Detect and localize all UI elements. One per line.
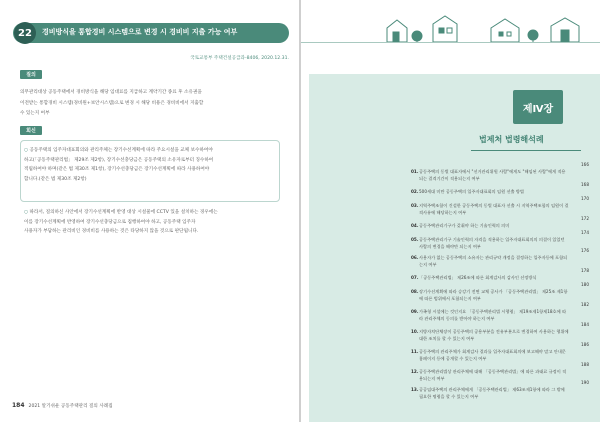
page-number: 184 <box>12 402 25 409</box>
footer-title: 2021 알기쉬운 공동주택관리 질의 사례집 <box>28 404 113 409</box>
page-footer <box>12 402 113 409</box>
section-title: 법제처 법령해석례 <box>479 135 544 144</box>
question-title: 경비방식을 통합경비 시스템으로 변경 시 경비비 지출 가능 여부 <box>42 28 238 36</box>
question-text: 의무관리대상 공동주택에서 경비방식을 해당 임대료를 지급하고 계약기간 종료 후 소유권을 이전받는 통합경비 시스템(경비원+보안시스템)으로 변경 시 해당 비용은 경비비에서 지출할 수 있는지 여부 <box>20 90 204 116</box>
answer-note: ○ 공동주택의 입주자대표회의와 관리주체는 장기수선계획에 따라 주요시설을 교체 보수하여야 하고(「공동주택관리법」 제29조 제2항), 장기수선충당금은 공동주택의 소유자로부터 징수하여 적립하여야 하며(같은 법 제30조 제1항), 장기수선충당금은 장기수선계획에 따라 사용하여야 합니다.(같은 법 제30조 제2항) <box>24 148 214 182</box>
right-page: 제Ⅳ장 법제처 법령해석례 01. 공동주택의 동별 대표자에서 "선거관리위원 사람"에게도 "해임된 사람"에게 적용되는 결격기간이 적용되는지 여부 166 02. 500세대 미만 공동주택의 입주자대표회의 임원 선출 방법 168 03. 지역주택조합이 건설한 공동주택의 동별 대표자 선출 시 지역주택조합의 임원이 결격사유에 해당하는지 여부 170 04. 공동주택관리기구가 갖춰야 하는 기술인력의 의미 172 05. 공동주택관리기구 기술인력의 자격을 적용하는 입주자대표회의의 의결이 있었던 사람의 변경을 해야만 되는지 여부 174 06. 사용자가 없는 공동주택의 소유자는 관리규약 개정을 결정하는 입주자등에 포함되는지 여부 176 07. 「공동주택관리법」 제26조에 따른 회계감사의 감사인 선정방식 178 08. 장기수선계획에 따라 승강기 전면 교체 공사가 「공동주택관리법」 제25조 제1항에 따른 범위에서 포함되는지 여부 180 09. 가족형 시설에는 것인지요 「공동주택관리법 시행령」 제19조제1항제18호에 따라 관리주체의 동의를 받아야 하는지 여부 182 10. 지방자치단체장이 공동주택의 공용부분을 전유부분으로 변경하여 사용하는 행위에 대한 조치를 할 수 있는지 여부 184 11. 공동주택의 관리주체가 회계감사 결과를 입주자대표회의에 보고해야 말고 안내문 홈페이지 등에 공개할 수 있는지 여부 186 12. 공동주택관리법상 관리주체에 대해 「공동주택관리법」에 따른 과태료 규정이 적용되는지 여부 188 13. 공공임대주택의 관리주체에게 「공동주택관리법」 제63조제1항에 따라 그 밖에 필요한 명령을 할 수 있는지 여부 190 <box>301 0 600 422</box>
section-title-underline <box>471 150 581 151</box>
source-reference: 국토교통부 주택건설공급과-8406, 2020.12.31. <box>190 56 289 61</box>
header-rule <box>301 42 600 43</box>
houses-illustration <box>381 10 591 44</box>
answer-label: 회신 <box>20 126 42 135</box>
left-page <box>0 0 299 422</box>
question-label: 질의 <box>20 70 42 79</box>
answer-text: ○ 따라서, 질의하신 사안에서 장기수선계획에 반영 대상 시설물에 CCTV 있을 설치하는 경우에는 이를 장기수선계획에 반영하여 장기수선충당금으로 집행하여야 하고, 공동주택 입주자 사용자가 부담하는 관리비인 경비비를 사용하는 것은 타당하지 않을 것으로 판단됩니다. <box>24 210 218 235</box>
question-number: 22 <box>14 22 36 44</box>
chapter-badge: 제Ⅳ장 <box>513 90 563 124</box>
